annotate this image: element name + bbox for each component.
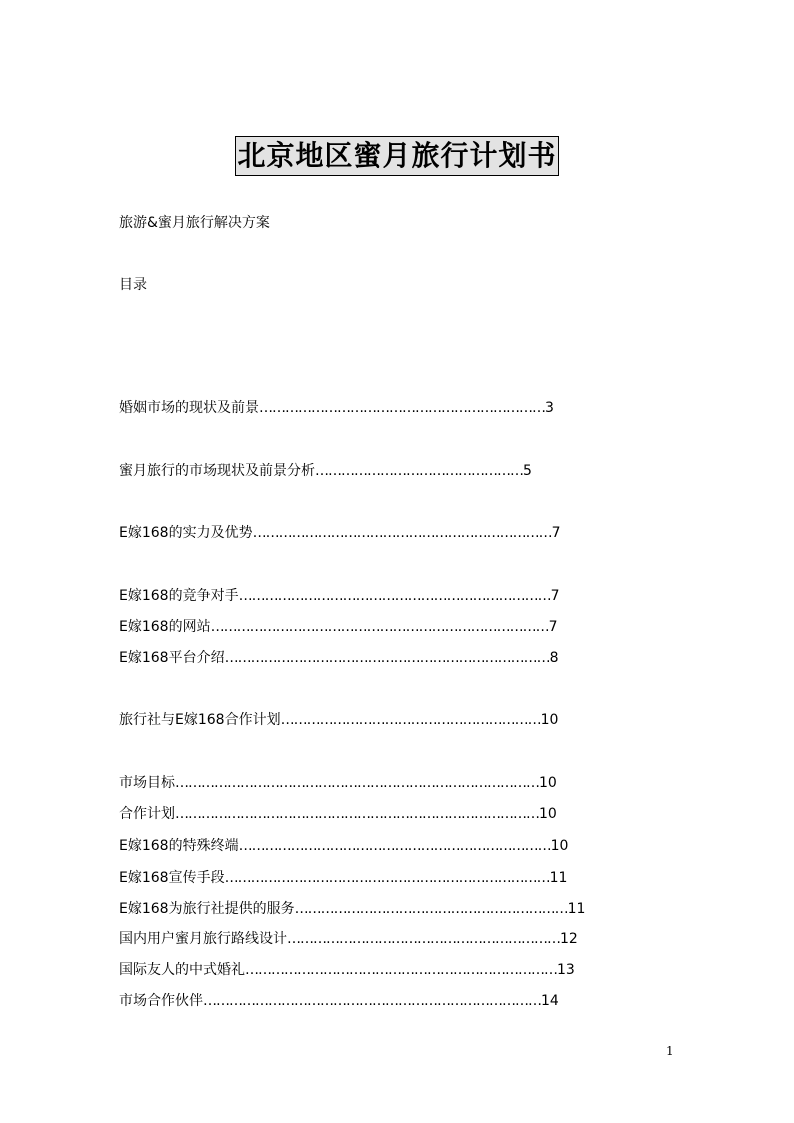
toc-entry-dots: ………………………………………………………………………… [175,775,539,791]
toc-entry-text: E嫁168的竞争对手 [119,588,239,604]
toc-entry-dots: ………………………………………… [315,463,523,479]
toc-entry [119,398,554,418]
toc-entry-text: E嫁168的网站 [119,619,211,635]
toc-entry-page: 8 [549,650,559,666]
toc-entry-text: E嫁168宣传手段 [119,870,225,886]
toc-entry-text: 国际友人的中式婚礼 [119,962,245,978]
toc-entry [119,899,585,919]
toc-entry-page: 10 [540,712,559,728]
toc-entry-dots: …………………………………………………………… [252,525,552,541]
toc-entry [119,710,558,730]
toc-entry-text: E嫁168的特殊终端 [119,838,239,854]
toc-entry-text: 合作计划 [119,806,175,822]
toc-entry-page: 10 [539,775,557,791]
toc-entry [119,523,561,543]
toc-entry-text: E嫁168的实力及优势 [119,525,253,541]
toc-entry-page: 7 [550,588,560,604]
toc-entry [119,929,578,949]
toc-entry [119,836,568,856]
toc-entry [119,461,532,481]
toc-entry-text: 旅行社与E嫁168合作计划 [119,712,281,728]
toc-entry-page: 10 [539,806,557,822]
toc-entry-page: 11 [549,870,568,886]
page-number: 1 [666,1044,674,1058]
toc-entry [119,617,558,637]
toc-heading: 目录 [119,277,147,293]
toc-entry [119,991,559,1011]
toc-entry-page: 3 [545,400,554,416]
toc-entry-text: 市场合作伙伴 [119,993,203,1009]
document-subtitle: 旅游&蜜月旅行解决方案 [119,215,270,231]
toc-entry-dots: ………………………………………………………… [259,400,545,416]
toc-entry [119,586,560,606]
toc-entry-dots: ……………………………………………………………… [245,962,557,978]
toc-entry-dots: ……………………………………………………………… [238,838,551,854]
document-title: 北京地区蜜月旅行计划书 [235,136,558,176]
toc-entry [119,804,557,824]
toc-entry-dots: …………………………………………………………………… [210,619,549,635]
toc-entry-text: 蜜月旅行的市场现状及前景分析 [119,463,315,479]
toc-entry [119,773,557,793]
title-wrapper [0,136,794,176]
toc-entry-dots: ……………………………………………………… [287,931,560,947]
toc-entry-dots: ……………………………………………………… [294,901,568,917]
toc-entry-text: E嫁168平台介绍 [119,650,225,666]
toc-entry-page: 5 [523,463,532,479]
toc-entry-dots: …………………………………………………………………… [203,993,541,1009]
toc-entry-dots: ………………………………………………………………………… [175,806,539,822]
toc-entry-text: 市场目标 [119,775,175,791]
toc-entry-text: E嫁168为旅行社提供的服务 [119,901,295,917]
toc-entry-page: 10 [550,838,569,854]
toc-entry [119,960,575,980]
toc-entry [119,648,559,668]
toc-entry-dots: ………………………………………………………………… [224,870,550,886]
toc-entry-page: 12 [560,931,578,947]
toc-entry-page: 13 [557,962,575,978]
toc-entry-text: 婚姻市场的现状及前景 [119,400,259,416]
toc-entry [119,868,567,888]
toc-entry-dots: …………………………………………………… [280,712,541,728]
toc-entry-page: 14 [541,993,559,1009]
toc-entry-text: 国内用户蜜月旅行路线设计 [119,931,287,947]
toc-entry-page: 7 [551,525,561,541]
toc-entry-dots: ……………………………………………………………… [238,588,551,604]
toc-entry-page: 11 [567,901,586,917]
toc-entry-dots: ………………………………………………………………… [224,650,550,666]
toc-entry-page: 7 [548,619,558,635]
